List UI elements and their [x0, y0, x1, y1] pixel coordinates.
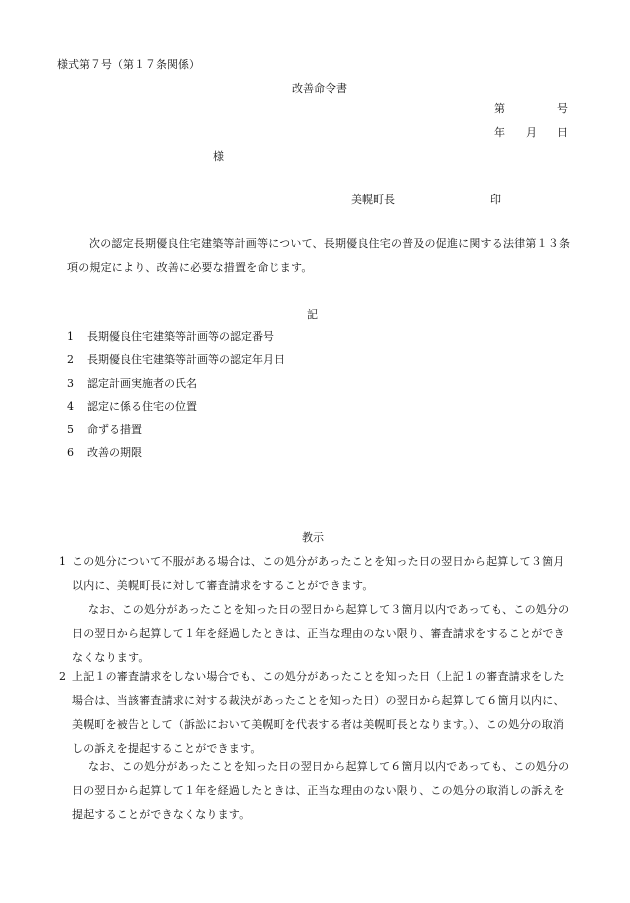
list-item — [67, 331, 274, 342]
notice-2 — [59, 665, 572, 761]
list-item — [67, 378, 197, 389]
item-text: 命ずる措置 — [87, 423, 142, 436]
item-number: 3 — [67, 377, 74, 390]
list-item — [67, 424, 142, 435]
seal-mark: 印 — [490, 193, 501, 206]
date-year: 年 — [494, 126, 505, 139]
list-item — [67, 354, 285, 365]
form-id: 様式第７号（第１７条関係） — [57, 58, 200, 71]
addressee-honorific: 様 — [213, 150, 224, 163]
date-month: 月 — [526, 126, 537, 139]
list-item — [67, 447, 142, 458]
issuer-title: 美幌町長 — [351, 193, 395, 206]
number-prefix: 第 — [494, 102, 505, 115]
item-number: 1 — [67, 330, 74, 343]
document-title: 改善命令書 — [292, 82, 347, 95]
item-text: 改善の期限 — [87, 446, 142, 459]
notice-1 — [59, 550, 572, 598]
item-number: 6 — [67, 446, 74, 459]
notice-text: この処分について不服がある場合は、この処分があったことを知った日の翌日から起算して３箇月以内に、美幌町長に対して審査請求をすることができます。 — [72, 555, 565, 592]
notice-title: 教示 — [302, 531, 324, 544]
notice-1-continuation: なお、この処分があったことを知った日の翌日から起算して３箇月以内であっても、この処分の日の翌日から起算して１年を経過したときは、正当な理由のない限り、審査請求をすることができなくなります。 — [72, 603, 570, 664]
item-text: 認定計画実施者の氏名 — [87, 377, 197, 390]
notice-text: 上記１の審査請求をしない場合でも、この処分があったことを知った日（上記１の審査請求をした場合は、当該審査請求に対する裁決があったことを知った日）の翌日から起算して６箇月以内に、美幌町を被告として（訴訟において美幌町を代表する者は美幌町長となります。）、この処分の取消しの訴えを提起することができます。 — [72, 670, 565, 755]
notice-2-continuation: なお、この処分があったことを知った日の翌日から起算して６箇月以内であっても、この処分の日の翌日から起算して１年を経過したときは、正当な理由のない限り、この処分の取消しの訴えを提起することができなくなります。 — [72, 760, 570, 821]
date-day: 日 — [557, 126, 568, 139]
item-text: 認定に係る住宅の位置 — [87, 400, 197, 413]
notice-number: 2 — [59, 670, 67, 683]
notice-number: 1 — [59, 555, 67, 568]
item-number: 2 — [67, 353, 74, 366]
number-suffix: 号 — [557, 102, 568, 115]
item-text: 長期優良住宅建築等計画等の認定番号 — [87, 330, 274, 343]
body-text: 次の認定長期優良住宅建築等計画等について、長期優良住宅の普及の促進に関する法律第１３条 項の規定により、改善に必要な措置を命じます。 — [67, 237, 593, 274]
item-number: 4 — [67, 400, 74, 413]
item-text: 長期優良住宅建築等計画等の認定年月日 — [87, 353, 285, 366]
list-item — [67, 401, 197, 412]
item-number: 5 — [67, 423, 74, 436]
ki-heading: 記 — [307, 308, 318, 321]
